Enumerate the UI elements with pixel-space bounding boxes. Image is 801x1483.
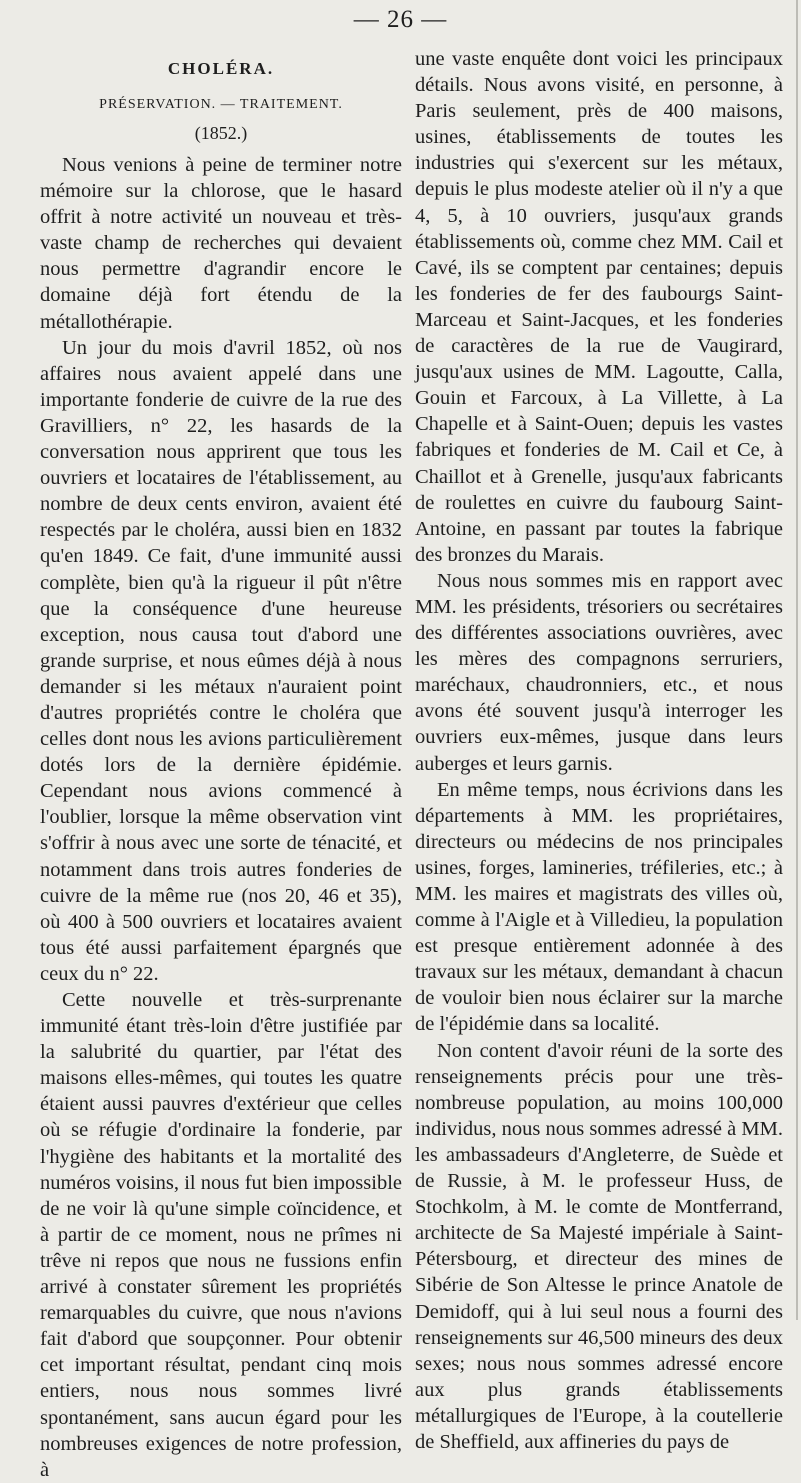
paragraph: Cette nouvelle et très-surprenante immunité étant très-loin d'être justifiée par la salubrité du quartier, par l'état des maisons elles-mêmes, qui toutes les quatre étaient aussi pauvres d'extérieur que celles où se réfugie d'ordinaire la fonderie, par l'hygiène des habitants et la mortalité des numéros voisins, il nous fut bien impossible de ne voir là qu'une simple coïncidence, et à partir de ce moment, nous ne prîmes ni trêve ni repos que nous ne fussions enfin arrivé à constater sûrement les propriétés remarquables du cuivre, que nous n'avions fait d'abord que soupçonner. Pour obtenir cet important résultat, pendant cinq mois entiers, nous nous sommes livré spontanément, sans aucun égard pour les nombreuses exigences de notre profession, à bbox=[40, 989, 402, 1481]
left-column bbox=[40, 46, 402, 1483]
paragraph: En même temps, nous écrivions dans les départements à MM. les propriétaires, directeurs ou médecins de nos principales usines, forges, lamineries, tréfileries, etc.; à MM. les maires et magistrats des villes où, comme à l'Aigle et à Villedieu, la population est presque entièrement adonnée à des travaux sur les métaux, demandant à chacun de vouloir bien nous éclairer sur la marche de l'épidémie dans sa localité. bbox=[415, 778, 783, 1036]
paragraph: Un jour du mois d'avril 1852, où nos affaires nous avaient appelé dans une importante fonderie de cuivre de la rue des Gravilliers, n° 22, les hasards de la conversation nous apprirent que tous les ouvriers et locataires de l'établissement, au nombre de deux cents environ, avaient été respectés par le choléra, aussi bien en 1832 qu'en 1849. Ce fait, d'une immunité aussi complète, bien qu'à la rigueur il pût n'être que la conséquence d'une heureuse exception, nous causa tout d'abord une grande surprise, et nous eûmes déjà à nous demander si les métaux n'auraient point d'autres propriétés contre le choléra que celles dont nous les avions particulièrement dotés lors de la dernière épidémie. Cependant nous avions commencé à l'oublier, lorsque la même observation vint s'offrir à nous avec une sorte de ténacité, et notamment dans trois autres fonderies de cuivre de la même rue (nos 20, 46 et 35), où 400 à 500 ouvriers et locataires avaient tous été aussi parfaitement épargnés que ceux du n° 22. bbox=[40, 336, 402, 985]
section-heading: CHOLÉRA. bbox=[167, 59, 275, 78]
paragraph: une vaste enquête dont voici les principaux détails. Nous avons visité, en personne, à Paris seulement, près de 400 maisons, usines, établissements de toutes les industries qui s'exercent sur les métaux, depuis le plus modeste atelier où il n'y a que 4, 5, à 10 ouvriers, jusqu'aux grands établissements où, comme chez MM. Cail et Cavé, ils se comptent par centaines; depuis les fonderies de fer des faubourgs Saint-Marceau et Saint-Jacques, et les fonderies de caractères de la rue de Vaugirard, jusqu'aux usines de MM. Lagoutte, Calla, Gouin et Farcoux, à La Villette, à La Chapelle et à Saint-Ouen; depuis les vastes fabriques et fonderies de M. Cail et Ce, à Chaillot et à Grenelle, jusqu'aux fabricants de roulettes en cuivre du faubourg Saint-Antoine, en passant par toutes la fabrique des bronzes du Marais. bbox=[415, 48, 783, 566]
paragraph: Nous nous sommes mis en rapport avec MM. les présidents, trésoriers ou secrétaires des différentes associations ouvrières, avec les mères des compagnons serruriers, maréchaux, chaudronniers, etc., et nous avons été souvent jusqu'à interroger les ouvriers eux-mêmes, jusque dans leurs auberges et leurs garnis. bbox=[415, 569, 783, 775]
paragraph: Nous venions à peine de terminer notre mémoire sur la chlorose, que le hasard offrit à notre activité un nouveau et très-vaste champ de recherches qui devaient nous permettre d'agrandir encore le domaine déjà fort étendu de la métallothérapie. bbox=[40, 154, 402, 333]
section-subheading: PRÉSERVATION. — TRAITEMENT. bbox=[99, 97, 343, 112]
paragraph: Non content d'avoir réuni de la sorte des renseignements précis pour une très-nombreuse population, au moins 100,000 individus, nous nous sommes adressé à MM. les ambassadeurs d'Angleterre, de Suède et de Russie, à M. le professeur Huss, de Stochkolm, à M. le comte de Montferrand, architecte de Sa Majesté impériale à Saint-Pétersbourg, et directeur des mines de Sibérie de Son Altesse le prince Anatole de Demidoff, qui à lui seul nous a fourni des renseignements sur 46,500 mineurs des deux sexes; nous nous sommes adressé encore aux plus grands établissements métallurgiques de l'Europe, à la coutellerie de Sheffield, aux affineries du pays de bbox=[415, 1039, 783, 1453]
page-number: — 26 — bbox=[353, 6, 448, 33]
section-year: (1852.) bbox=[194, 123, 248, 143]
right-column bbox=[415, 46, 783, 1455]
scan-edge-line bbox=[796, 0, 798, 1320]
